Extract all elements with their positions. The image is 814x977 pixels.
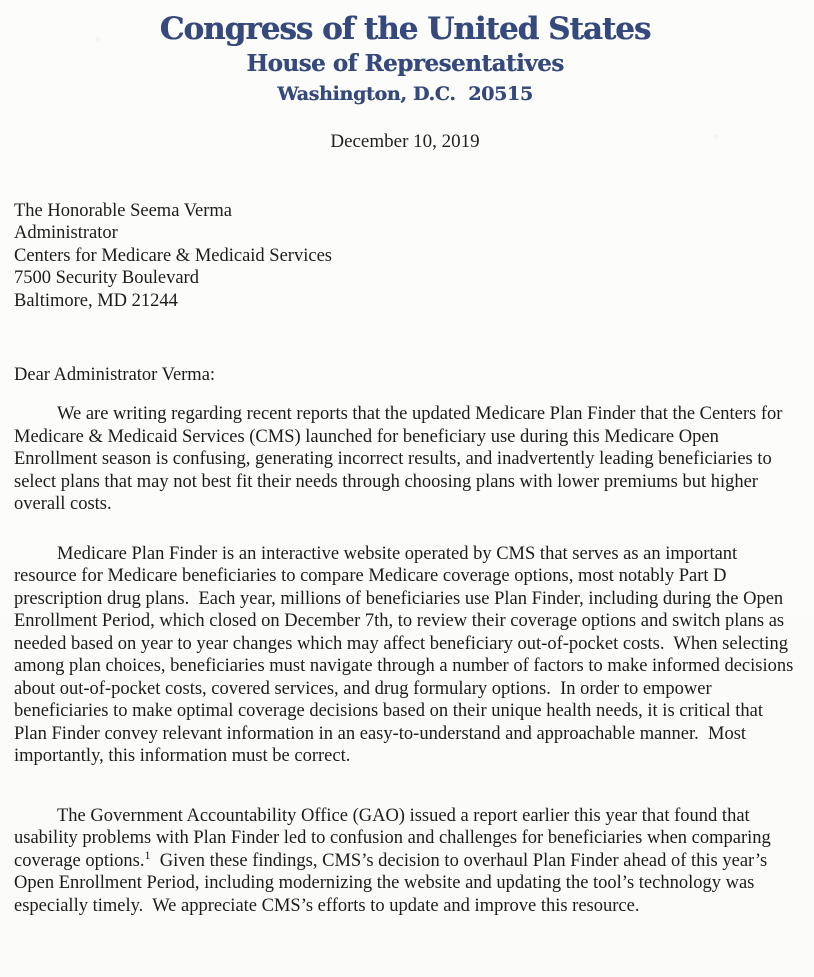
recipient-title: Administrator bbox=[14, 223, 118, 244]
recipient-street: 7500 Security Boulevard bbox=[14, 268, 199, 289]
recipient-city-state-zip: Baltimore, MD 21244 bbox=[14, 290, 178, 311]
footnote-marker: 1 bbox=[144, 847, 151, 862]
paragraph-3 bbox=[14, 805, 796, 918]
letterhead-congress-line: Congress of the United States bbox=[159, 11, 651, 47]
paragraph-1: We are writing regarding recent reports that the updated Medicare Plan Finder that the Centers for Medicare & Medicaid Services (CMS) launched for beneficiary use during this Medicare Open Enrollment season is confusing, generating incorrect results, and inadvertently leading beneficiaries to select plans that may not best fit their needs through choosing plans with lower premiums but higher overall costs. bbox=[14, 404, 788, 515]
letterhead-city-line: Washington, D.C. 20515 bbox=[277, 83, 533, 105]
salutation: Dear Administrator Verma: bbox=[14, 365, 216, 386]
letter-date: December 10, 2019 bbox=[330, 131, 480, 152]
recipient-name: The Honorable Seema Verma bbox=[14, 201, 232, 221]
paragraph-3-text-after-footnote: Given these findings, CMS’s decision to overhaul Plan Finder ahead of this year’s Open Enrollment Period, including modernizing the website and updating the tool’s technology was especially timely. We appreciate CMS’s efforts to update and improve this resource. bbox=[14, 850, 772, 916]
letterhead bbox=[14, 10, 796, 108]
recipient-address-block bbox=[14, 200, 796, 312]
recipient-organization: Centers for Medicare & Medicaid Services bbox=[14, 245, 332, 266]
paragraph-3-text-before-footnote: The Government Accountability Office (GAO) issued a report earlier this year that found that usability problems with Plan Finder led to confusion and challenges for beneficiaries when comparing coverage options. bbox=[14, 805, 776, 871]
paragraph-2: Medicare Plan Finder is an interactive website operated by CMS that serves as an important resource for Medicare beneficiaries to compare Medicare coverage options, most notably Part D prescription drug plans. Each year, millions of beneficiaries use Plan Finder, including during the Open Enrollment Period, which closed on December 7th, to review their coverage options and switch plans as needed based on year to year changes which may affect beneficiary out-of-pocket costs. When selecting among plan choices, beneficiaries must navigate through a number of factors to make informed decisions about out-of-pocket costs, covered services, and drug formulary options. In order to empower beneficiaries to make optimal coverage decisions based on their unique health needs, it is critical that Plan Finder convey relevant information in an easy-to-understand and approachable manner. Most importantly, this information must be correct. bbox=[14, 543, 798, 767]
letter-body bbox=[14, 403, 796, 917]
letterhead-house-line: House of Representatives bbox=[246, 50, 564, 77]
